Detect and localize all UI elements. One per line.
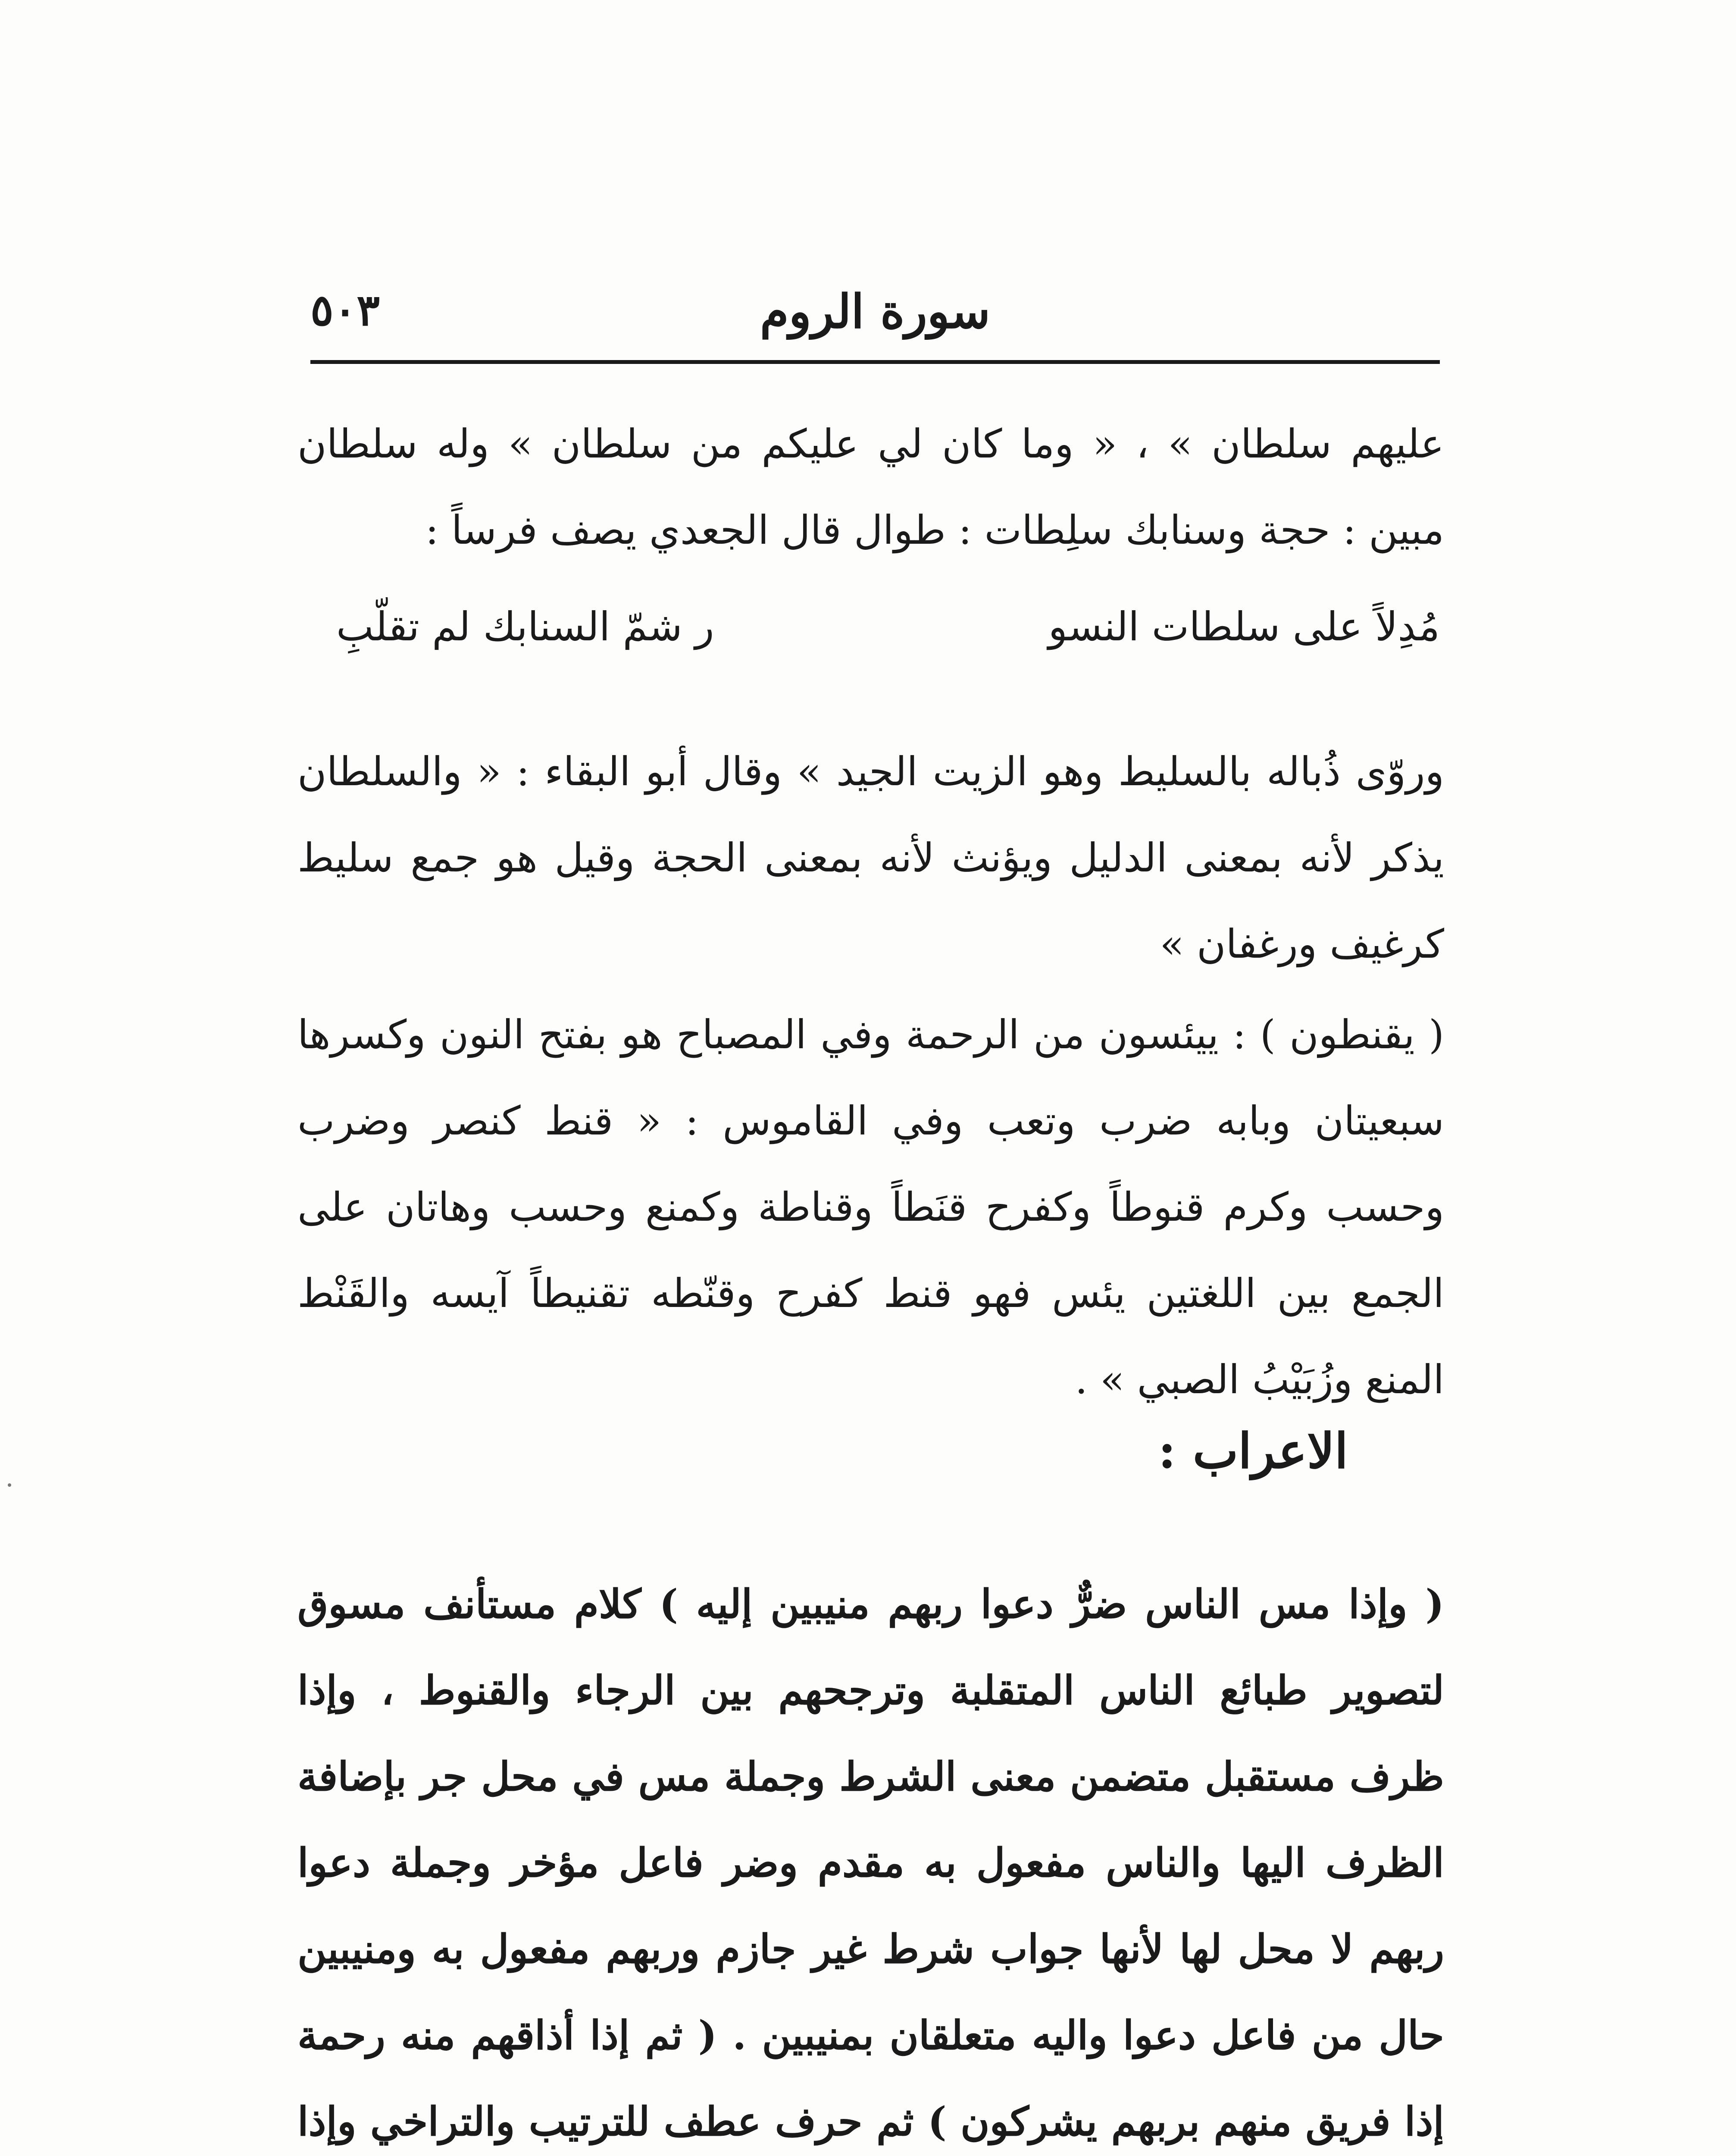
running-title: سورة الروم [760, 285, 991, 339]
section-heading-irab: الاعراب : [1158, 1423, 1348, 1479]
page-number: ٥٠٣ [310, 285, 380, 335]
paragraph-yaqnatun: ( يقنطون ) : ييئسون من الرحمة وفي المصباح هو بفتح النون وكسرها سبعيتان وبابه ضرب وتعب وفي القاموس : « قنط كنصر وضرب وحسب وكرم قنوطاً وكفرح قنَطاً وقناطة وكمنع وحسب وهاتان على الجمع بين اللغتين يئس فهو قنط كفرح وقنّطه تقنيطاً آيسه والقَنْط المنع وزُبَيْبُ الصبي » . [297, 1012, 1444, 1403]
header-divider [310, 360, 1440, 364]
verse-first-hemistich: مُدِلاً على سلطات النسو [1048, 604, 1440, 650]
paragraph-irab: ( وإذا مس الناس ضرٌّ دعوا ربهم منيبين إليه ) كلام مستأنف مسوق لتصوير طبائع الناس المتقلبة وترجحهم بين الرجاء والقنوط ، وإذا ظرف مستقبل متضمن معنى الشرط وجملة مس في محل جر بإضافة الظرف اليها والناس مفعول به مقدم وضر فاعل مؤخر وجملة دعوا ربهم لا محل لها لأنها جواب شرط غير جازم وربهم مفعول به ومنيبين حال من فاعل دعوا واليه متعلقان بمنيبين . ( ثم إذا أذاقهم منه رحمة إذا فريق منهم بربهم يشركون ) ثم حرف عطف للترتيب والتراخي وإذا [297, 1581, 1444, 2145]
page-header [310, 276, 1440, 362]
verse-second-hemistich: ر شمّ السنابك لم تقلّبِ [336, 604, 714, 650]
paragraph-sultan-definition: عليهم سلطان » ، « وما كان لي عليكم من سلطان » وله سلطان مبين : حجة وسنابك سلِطات : طوال قال الجعدي يصف فرساً : [297, 421, 1444, 553]
paragraph-abu-al-baqa: وروّى ذُباله بالسليط وهو الزيت الجيد » وقال أبو البقاء : « والسلطان يذكر لأنه بمعنى الدليل ويؤنث لأنه بمعنى الحجة وقيل هو جمع سليط كرغيف ورغفان » [297, 749, 1445, 967]
scan-speck [8, 1483, 11, 1487]
poetry-verse [336, 604, 1440, 690]
